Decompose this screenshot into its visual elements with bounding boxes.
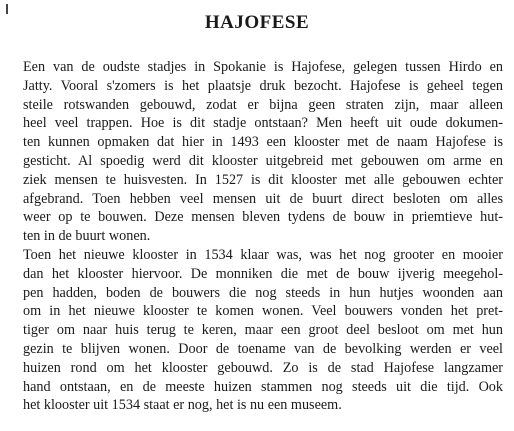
text-line: tiger om naar huis terug te keren, maar een groot deel besloot om met hun — [23, 322, 503, 339]
text-line: heel veel trappen. Hoe is dit stadje ontstaan? Men heeft uit oude dokumen- — [23, 115, 503, 132]
text-line: Toen het nieuwe klooster in 1534 klaar was, was het nog grooter en mooier — [23, 246, 503, 263]
text-line: huizen rond om het klooster gebouwd. Zo is de stad Hajofese langzamer — [23, 359, 503, 376]
document-title: HAJOFESE — [204, 12, 310, 33]
text-line: gesticht. Al spoedig werd dit klooster uitgebreid met gebouwen om arme en — [23, 152, 503, 169]
text-line: Jatty. Vooral s'zomers is het plaatsje druk bezocht. Hajofese is geheel tegen — [23, 77, 503, 94]
text-line: weer op te bouwen. Deze mensen bleven tydens de bouw in priemtieve hut- — [23, 209, 503, 226]
text-line: afgebrand. Toen hebben veel mensen uit de buurt direct besloten om alles — [23, 190, 503, 207]
text-line: Een van de oudste stadjes in Spokanie is Hajofese, gelegen tussen Hirdo en — [23, 59, 503, 75]
text-line: hand ontstaan, en de meeste huizen stammen nog steeds uit die tijd. Ook — [23, 378, 503, 395]
text-line: het klooster uit 1534 staat er nog, het is nu een museem. — [23, 397, 342, 414]
document-body — [23, 58, 503, 415]
text-line: ten in de buurt wonen. — [23, 228, 151, 245]
text-line: dan het klooster hiervoor. De monniken die met de bouw ijverig meegehol- — [23, 265, 503, 282]
text-line: ten kunnen opmaken dat hier in 1493 een klooster met de naam Hajofese is — [23, 134, 503, 151]
text-line: om in het nieuwe klooster te komen wonen. Veel bouwers vonden het pret- — [23, 303, 503, 320]
text-line: gezin te blijven wonen. Door de toename van de bevolking werden er veel — [23, 340, 503, 357]
text-line: steile rotswanden gebouwd, zodat er bijna geen straten zijn, maar alleen — [23, 96, 503, 113]
text-line: pen hadden, boden de bouwers die nog steeds in hun hutjes woonden aan — [23, 284, 503, 301]
text-line: ziek mensen te huisvesten. In 1527 is dit klooster met alle gebouwen echter — [23, 171, 503, 188]
